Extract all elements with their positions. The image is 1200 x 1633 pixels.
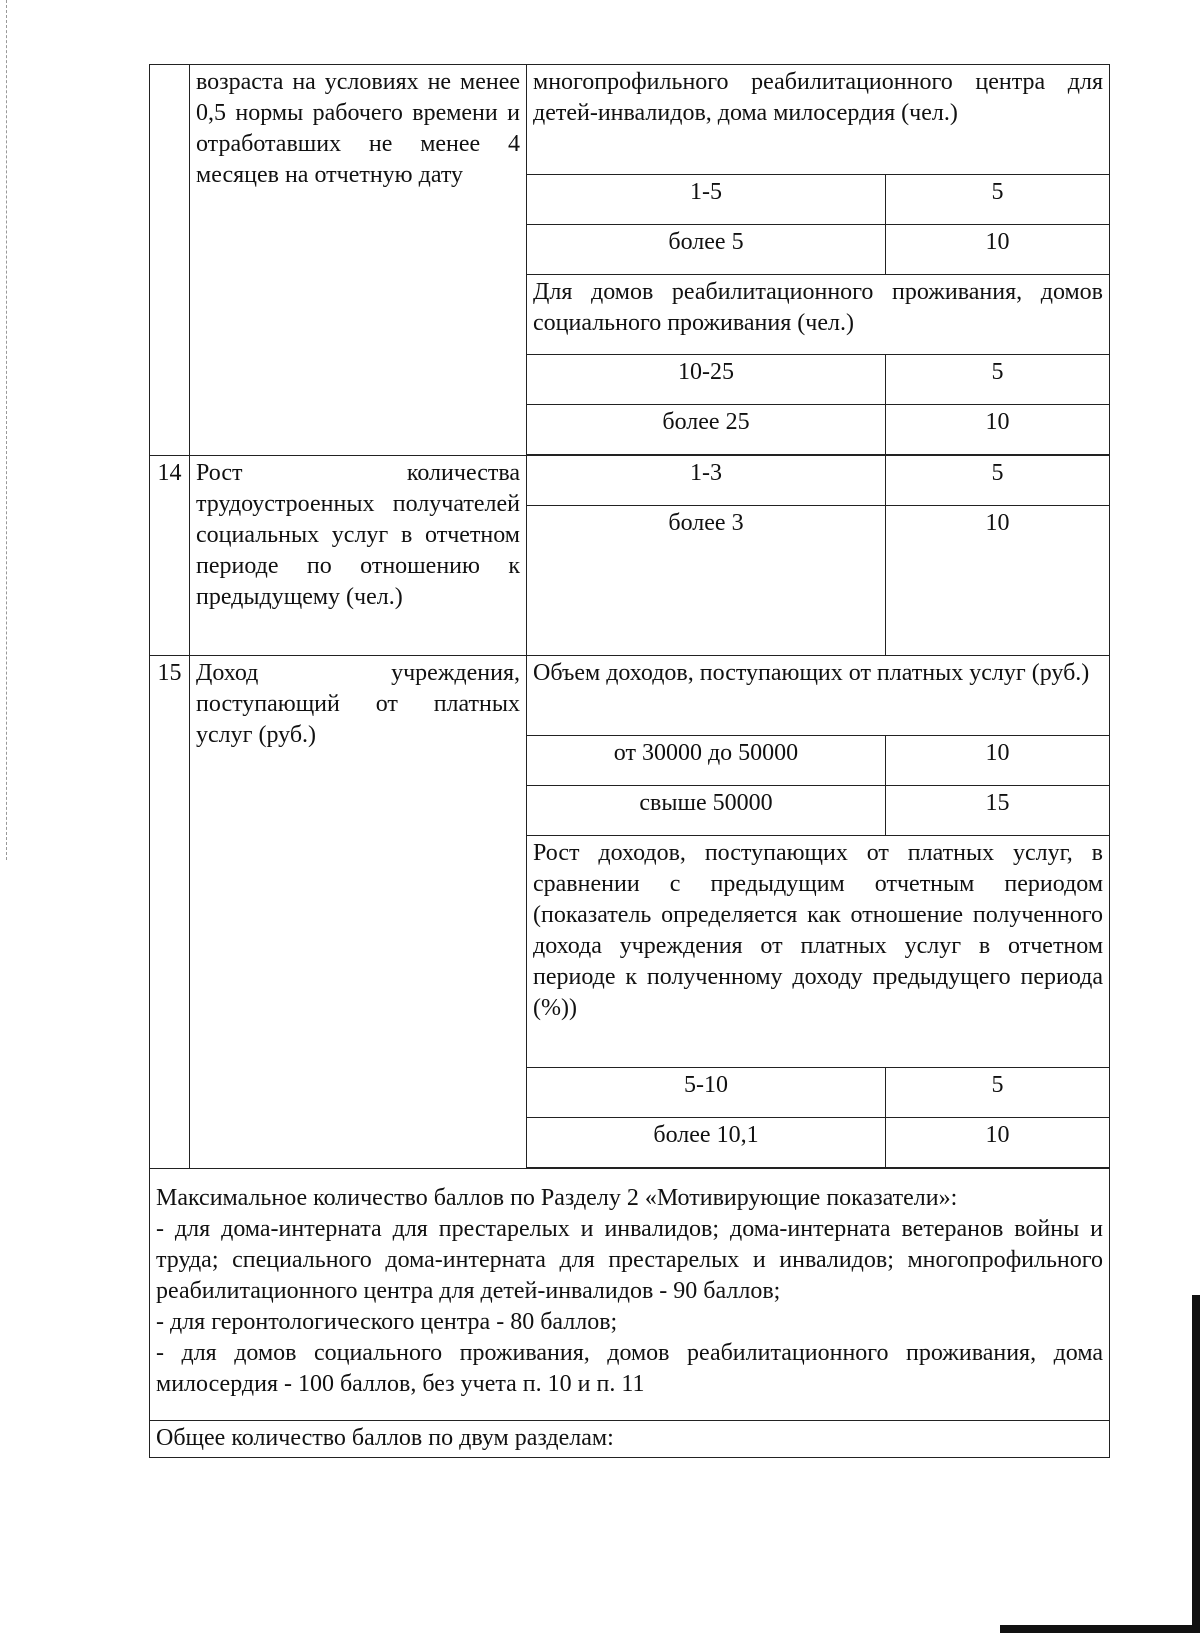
criteria-header: Рост доходов, поступающих от платных услуг, в сравнении с предыдущим отчетным периодом (показатель определяется как отношение полученного дохода учреждения от платных услуг в отчетном периоде к полученному доходу предыдущего периода (%)) xyxy=(527,836,1110,1068)
range-cell: 1-3 xyxy=(527,456,886,506)
points-cell: 5 xyxy=(886,1068,1110,1118)
table-row xyxy=(150,65,1110,175)
scan-edge-right xyxy=(1192,1295,1200,1633)
points-cell: 5 xyxy=(886,175,1110,225)
criteria-header: Объем доходов, поступающих от платных услуг (руб.) xyxy=(527,656,1110,736)
points-cell: 10 xyxy=(886,225,1110,275)
points-cell: 10 xyxy=(886,405,1110,455)
points-cell: 15 xyxy=(886,786,1110,836)
points-cell: 10 xyxy=(886,506,1110,656)
summary-item: - для домов социального проживания, домов реабилитационного проживания, дома милосердия - 100 баллов, без учета п. 10 и п. 11 xyxy=(156,1340,1104,1397)
summary-row xyxy=(150,1169,1110,1421)
criteria-header: Для домов реабилитационного проживания, домов социального проживания (чел.) xyxy=(527,275,1110,355)
range-cell: более 25 xyxy=(527,405,886,455)
range-cell: 5-10 xyxy=(527,1068,886,1118)
points-cell: 10 xyxy=(886,736,1110,786)
row-number xyxy=(150,65,190,456)
row-description: возраста на условиях не менее 0,5 нормы рабочего времени и отработавших не менее 4 месяцев на отчетную дату xyxy=(190,65,527,456)
range-cell: 10-25 xyxy=(527,355,886,405)
row-number: 14 xyxy=(150,456,190,656)
criteria-table xyxy=(149,64,1110,1458)
scan-edge-bottom xyxy=(1000,1625,1200,1633)
points-cell: 5 xyxy=(886,355,1110,405)
total-row xyxy=(150,1421,1110,1458)
table-row xyxy=(150,656,1110,736)
criteria-header: многопрофильного реабилитационного центра для детей-инвалидов, дома милосердия (чел.) xyxy=(527,65,1110,175)
points-cell: 10 xyxy=(886,1118,1110,1168)
range-cell: от 30000 до 50000 xyxy=(527,736,886,786)
summary-item: - для геронтологического центра - 80 баллов; xyxy=(156,1309,618,1335)
range-cell: более 3 xyxy=(527,506,886,656)
total-cell: Общее количество баллов по двум разделам: xyxy=(150,1421,1110,1458)
summary-item: - для дома-интерната для престарелых и инвалидов; дома-интерната ветеранов войны и труда; специального дома-интерната для престарелых и инвалидов; многопрофильного реабилитационного центра для детей-инвалидов - 90 баллов; xyxy=(156,1216,1104,1304)
range-cell: свыше 50000 xyxy=(527,786,886,836)
summary-cell xyxy=(150,1169,1110,1421)
summary-intro: Максимальное количество баллов по Разделу 2 «Мотивирующие показатели»: xyxy=(156,1185,958,1211)
range-cell: более 10,1 xyxy=(527,1118,886,1168)
row-number: 15 xyxy=(150,656,190,1169)
cut-line xyxy=(6,0,7,860)
table-row xyxy=(150,456,1110,506)
row-description: Доход учреждения, поступающий от платных услуг (руб.) xyxy=(190,656,527,1169)
row-description: Рост количества трудоустроенных получателей социальных услуг в отчетном периоде по отношению к предыдущему (чел.) xyxy=(190,456,527,656)
range-cell: 1-5 xyxy=(527,175,886,225)
range-cell: более 5 xyxy=(527,225,886,275)
points-cell: 5 xyxy=(886,456,1110,506)
